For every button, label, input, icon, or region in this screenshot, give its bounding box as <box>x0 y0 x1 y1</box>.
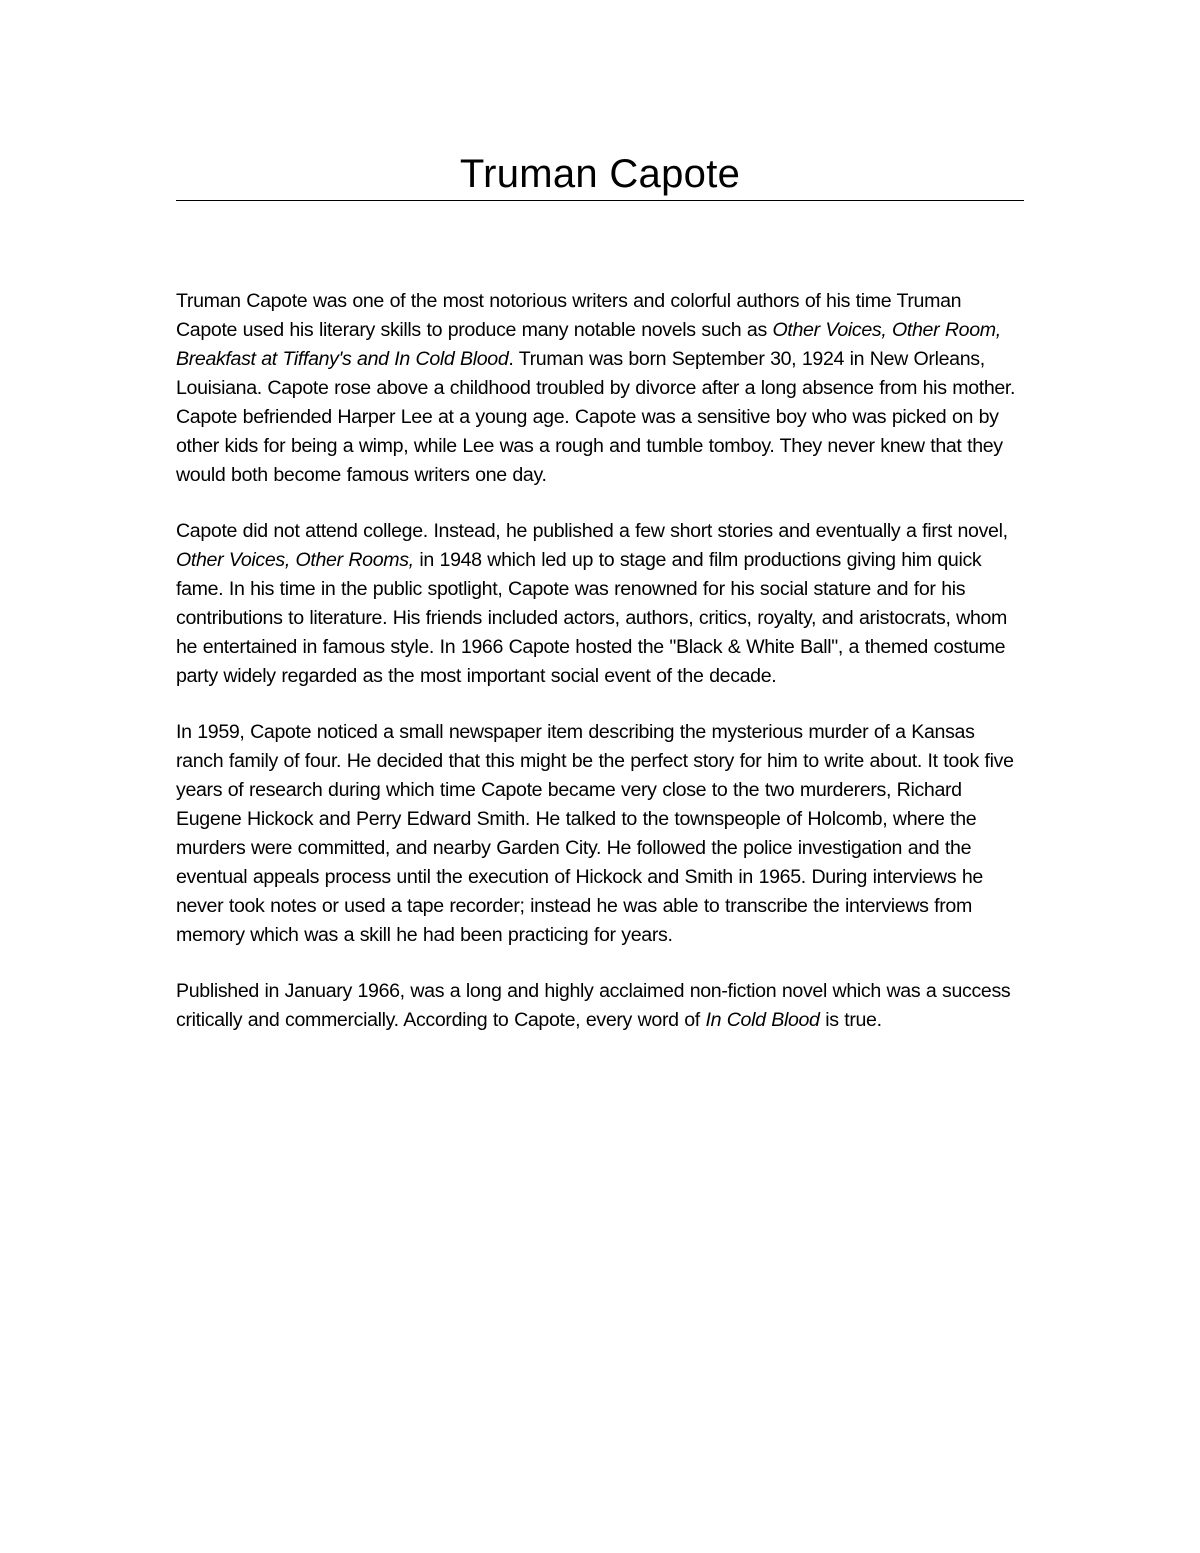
title-underline <box>176 200 1024 201</box>
paragraph-1-italic-titles: Other Voices, Other Room, Breakfast at Tiffany's and In Cold Blood <box>176 319 1001 370</box>
paragraph-2-text-a: Capote did not attend college. Instead, he published a few short stories and eventually a first novel, <box>176 520 1008 542</box>
paragraph-2 <box>176 517 1024 691</box>
paragraph-1-text-b: . Truman was born September 30, 1924 in New Orleans, Louisiana. Capote rose above a childhood troubled by divorce after a long absence from his mother. Capote befriended Harper Lee at a young age. Capote was a sensitive boy who was picked on by other kids for being a wimp, while Lee was a rough and tumble tomboy. They never knew that they would both become famous writers one day. <box>176 348 1016 486</box>
paragraph-2-text-b: in 1948 which led up to stage and film productions giving him quick fame. In his time in the public spotlight, Capote was renowned for his social stature and for his contributions to literature. His friends included actors, authors, critics, royalty, and aristocrats, whom he entertained in famous style. In 1966 Capote hosted the "Black & White Ball", a themed costume party widely regarded as the most important social event of the decade. <box>176 549 1008 687</box>
document-page <box>176 150 1024 1062</box>
paragraph-1-text-a: Truman Capote was one of the most notorious writers and colorful authors of his time Truman Capote used his literary skills to produce many notable novels such as <box>176 290 962 341</box>
document-body <box>176 287 1024 1035</box>
document-title: Truman Capote <box>459 152 741 196</box>
paragraph-1 <box>176 287 1024 490</box>
paragraph-4-italic-title: In Cold Blood <box>705 1009 820 1031</box>
paragraph-4 <box>176 977 1024 1035</box>
paragraph-3: In 1959, Capote noticed a small newspaper item describing the mysterious murder of a Kansas ranch family of four. He decided that this might be the perfect story for him to write about. It took five years of research during which time Capote became very close to the two murderers, Richard Eugene Hickock and Perry Edward Smith. He talked to the townspeople of Holcomb, where the murders were committed, and nearby Garden City. He followed the police investigation and the eventual appeals process until the execution of Hickock and Smith in 1965. During interviews he never took notes or used a tape recorder; instead he was able to transcribe the interviews from memory which was a skill he had been practicing for years. <box>176 721 1014 946</box>
paragraph-2-italic-title: Other Voices, Other Rooms, <box>176 549 414 571</box>
paragraph-4-text-a: Published in January 1966, was a long and highly acclaimed non-fiction novel which was a success critically and commercially. According to Capote, every word of <box>176 980 1011 1031</box>
paragraph-4-text-b: is true. <box>819 1009 882 1031</box>
